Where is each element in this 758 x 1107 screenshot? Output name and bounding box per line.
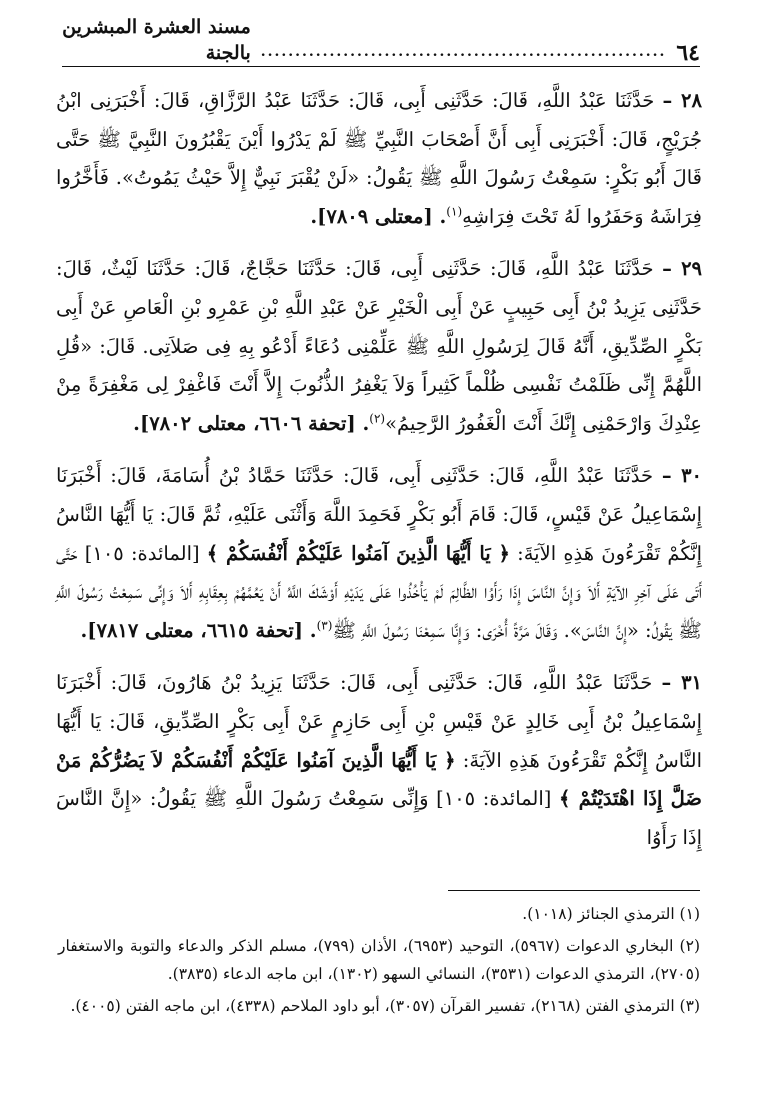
hadith-text: حَدَّثَنَا عَبْدُ اللَّهِ، قَالَ: حَدَّثَنِى أَبِى، قَالَ: حَدَّثَنَا يَزِيدُ بْنُ هَارُونَ، قَالَ: أَخْبَرَنَا إِسْمَاعِيلُ بْنُ أَبِى خَالِدٍ عَنْ قَيْسِ بْنِ أَبِى حَازِمٍ عَنْ أَبِى بَكْرٍ الصِّدِّيقِ، قَالَ: يَا أَيُّهَا النَّاسُ إِنَّكُمْ تَقْرَءُونَ هَذِهِ الآيَةَ: — [56, 671, 702, 772]
hadith-text: حَدَّثَنَا عَبْدُ اللَّهِ، قَالَ: حَدَّثَنِى أَبِى، قَالَ: حَدَّثَنَا عَبْدُ الرَّزَّاقِ، قَالَ: أَخْبَرَنِى ابْنُ جُرَيْجٍ، قَالَ: أَخْبَرَنِى أَبِى أَنَّ أَصْحَابَ النَّبِيِّ ﷺ لَمْ يَدْرُوا أَيْنَ يَقْبُرُونَ النَّبِيَّ ﷺ حَتَّى قَالَ أَبُو بَكْرٍ: سَمِعْتُ رَسُولَ اللَّهِ ﷺ يَقُولُ: «لَنْ يُقْبَرَ نَبِيٌّ إِلاَّ حَيْثُ يَمُوتُ». فَأَخَّرُوا فِرَاشَهُ وَحَفَرُوا لَهُ تَحْتَ فِرَاشِهِ — [56, 89, 702, 228]
hadith-31 — [56, 664, 702, 857]
hadith-29 — [56, 250, 702, 443]
page-header — [62, 16, 700, 67]
header-dot-leader: ........................................................... — [260, 44, 667, 60]
hadith-number: ٣١ – — [661, 671, 703, 695]
footnote-marker: (٣) — [316, 618, 333, 633]
footnote-1: (١) الترمذي الجنائز (١٠١٨). — [522, 905, 700, 923]
hadith-reference: . [تحفة ٦٦١٥، معتلى ٧٨١٧]. — [80, 618, 317, 642]
hadith-text: حَدَّثَنَا عَبْدُ اللَّهِ، قَالَ: حَدَّثَنِى أَبِى، قَالَ: حَدَّثَنَا حَمَّادُ بْنُ أُسَامَةَ، قَالَ: أَخْبَرَنَا إِسْمَاعِيلُ عَنْ قَيْسٍ، قَالَ: قَامَ أَبُو بَكْرٍ فَحَمِدَ اللَّهَ وَأَثْنَى عَلَيْهِ، ثُمَّ قَالَ: يَا أَيُّهَا النَّاسُ إِنَّكُمْ تَقْرَءُونَ هَذِهِ الآيَةَ: — [56, 464, 703, 565]
footnote-divider — [448, 890, 700, 891]
footnote-marker: (٢) — [369, 411, 386, 426]
hadith-30 — [56, 457, 702, 650]
hadith-text: حَدَّثَنَا عَبْدُ اللَّهِ، قَالَ: حَدَّثَنِى أَبِى، قَالَ: حَدَّثَنَا حَجَّاجٌ، قَالَ: حَدَّثَنَا لَيْثٌ، قَالَ: حَدَّثَنِى يَزِيدُ بْنُ أَبِى حَبِيبٍ عَنْ أَبِى الْخَيْرِ عَنْ عَبْدِ اللَّهِ بْنِ عَمْرِو بْنِ الْعَاصِ عَنْ أَبِى بَكْرٍ الصِّدِّيقِ، أَنَّهُ قَالَ لِرَسُولِ اللَّهِ ﷺ عَلِّمْنِى دُعَاءً أَدْعُو بِهِ فِى صَلاَتِى. قَالَ: «قُلِ اللَّهُمَّ إِنِّى ظَلَمْتُ نَفْسِى ظُلْماً كَثِيراً وَلاَ يَغْفِرُ الذُّنُوبَ إِلاَّ أَنْتَ فَاغْفِرْ لِى مَغْفِرَةً مِنْ عِنْدِكَ وَارْحَمْنِى إِنَّكَ أَنْتَ الْغَفُورُ الرَّحِيمُ» — [56, 257, 702, 435]
footnote-2: (٢) البخاري الدعوات (٥٩٦٧)، التوحيد (٦٩٥٣)، الأذان (٧٩٩)، مسلم الذكر والدعاء والتوبة والاستغفار (٢٧٠٥)، الترمذي الدعوات (٣٥٣١)، النسائي السهو (١٣٠٢)، ابن ماجه الدعاء (٣٨٣٥). — [58, 937, 700, 983]
hadith-28 — [56, 82, 702, 236]
quran-verse: ﴿ يَا أَيُّهَا الَّذِينَ آمَنُوا عَلَيْكُمْ أَنْفُسَكُمْ ﴾ — [206, 541, 510, 565]
page-number: ٦٤ — [676, 40, 700, 66]
hadith-text-continued: [المائدة: ١٠٥] حَتَّى أَتَى عَلَى آخِرِ الآيَةِ أَلاَ وَإِنَّ النَّاسَ إِذَا رَأَوُا الظَّالِمَ لَمْ يَأْخُذُوا عَلَى يَدَيْهِ أَوْشَكَ اللَّهُ أَنْ يَعُمَّهُمْ بِعِقَابِهِ أَلاَ وَإِنِّى سَمِعْتُ رَسُولَ اللَّهِ ﷺ يَقُولُ: «إِنَّ النَّاسَ». وَقَالَ مَرَّةً أُخْرَى: وَإِنَّا سَمِعْنَا رَسُولَ اللَّهِ ﷺ — [56, 541, 702, 642]
main-text — [56, 82, 702, 871]
running-title: مسند العشرة المبشرين بالجنة — [62, 16, 251, 64]
hadith-reference: . [تحفة ٦٦٠٦، معتلى ٧٨٠٢]. — [133, 411, 370, 435]
footnotes — [58, 900, 700, 1024]
footnote-3: (٣) الترمذي الفتن (٢١٦٨)، تفسير القرآن (٣٠٥٧)، أبو داود الملاحم (٤٣٣٨)، ابن ماجه الفتن (٤٠٠٥). — [70, 997, 700, 1015]
hadith-text-continued: [المائدة: ١٠٥] وَإِنِّى سَمِعْتُ رَسُولَ اللَّهِ ﷺ يَقُولُ: «إِنَّ النَّاسَ إِذَا رَأَوُا — [56, 787, 702, 849]
quran-verse: ﴿ يَا أَيُّهَا الَّذِينَ آمَنُوا عَلَيْكُمْ أَنْفُسَكُمْ لاَ يَضُرُّكُمْ مَنْ ضَلَّ إِذَا اهْتَدَيْتُمْ ﴾ — [56, 748, 702, 811]
hadith-reference: . [معتلى ٧٨٠٩]. — [310, 204, 447, 228]
footnote-marker: (١) — [446, 204, 463, 219]
hadith-number: ٢٩ – — [662, 257, 703, 281]
hadith-number: ٢٨ – — [662, 89, 702, 112]
hadith-number: ٣٠ – — [661, 464, 703, 488]
